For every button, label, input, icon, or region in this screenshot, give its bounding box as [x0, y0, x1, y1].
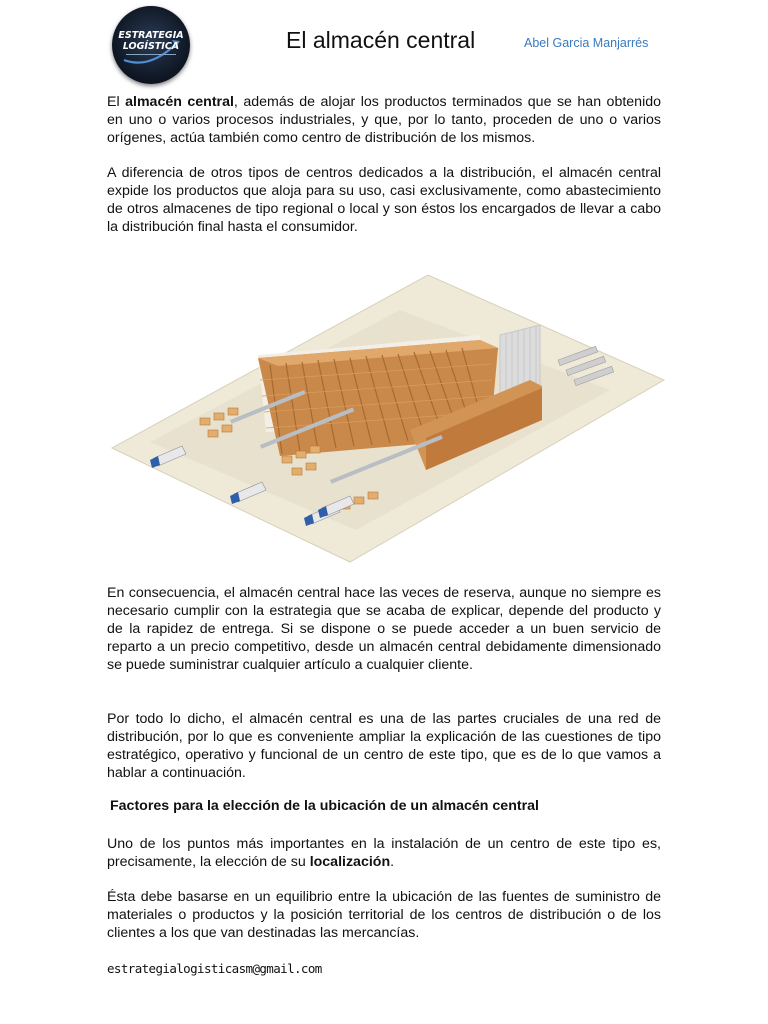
logo — [112, 6, 190, 84]
paragraph-5-rest: . — [390, 854, 395, 870]
paragraph-5-bold: localización — [309, 854, 391, 870]
page-title: El almacén central — [286, 27, 476, 53]
paragraph-1 — [107, 93, 661, 147]
paragraph-6: Ésta debe basarse en un equilibrio entre la ubicación de las fuentes de suministro de materiales o productos y la posición territorial de los centros de distribución o de los clientes a los que van destinadas las mercancías. — [107, 889, 661, 941]
paragraph-4: Por todo lo dicho, el almacén central es una de las partes cruciales de una red de distribución, por lo que es conveniente ampliar la explicación de las cuestiones de tipo estratégico, operativo y funcional de un centro de este tipo, que es de lo que vamos a hablar a continuación. — [107, 711, 661, 781]
author-name: Abel Garcia Manjarrés — [524, 36, 649, 50]
warehouse-illustration — [110, 270, 666, 566]
paragraph-2: A diferencia de otros tipos de centros dedicados a la distribución, el almacén central expide los productos que aloja para su uso, casi exclusivamente, como abastecimiento de otros almacenes de tipo regional o local y son éstos los encargados de llevar a cabo la distribución final hasta el consumidor. — [107, 165, 661, 235]
paragraph-1-bold: almacén central — [125, 94, 234, 110]
paragraph-3: En consecuencia, el almacén central hace las veces de reserva, aunque no siempre es necesario cumplir con la estrategia que se acaba de explicar, depende del producto y de la rapidez de entrega. Si se dispone o se puede acceder a un buen servicio de reparto a un precio competitivo, desde un almacén central debidamente dimensionado se puede suministrar cualquier artículo a cualquier cliente. — [107, 585, 661, 673]
section-heading: Factores para la elección de la ubicación de un almacén central — [110, 798, 539, 814]
logo-text-line2: LOGÍSTICA — [122, 41, 180, 52]
paragraph-1-rest: , además de alojar los productos terminados que se han obtenido en uno o varios procesos industriales, y que, por lo tanto, proceden de uno o varios orígenes, actúa también como centro de distribución de los mismos. — [107, 94, 661, 146]
footer-email: estrategialogisticasm@gmail.com — [107, 961, 322, 976]
paragraph-5 — [107, 835, 661, 871]
logo-tagline-rule — [126, 54, 176, 55]
paragraph-1-lead: El — [107, 94, 126, 110]
logo-text-line1: ESTRATEGIA — [118, 30, 184, 41]
paragraph-5-lead: Uno de los puntos más importantes en la instalación de un centro de este tipo es, precisamente, la elección de su — [107, 836, 661, 870]
